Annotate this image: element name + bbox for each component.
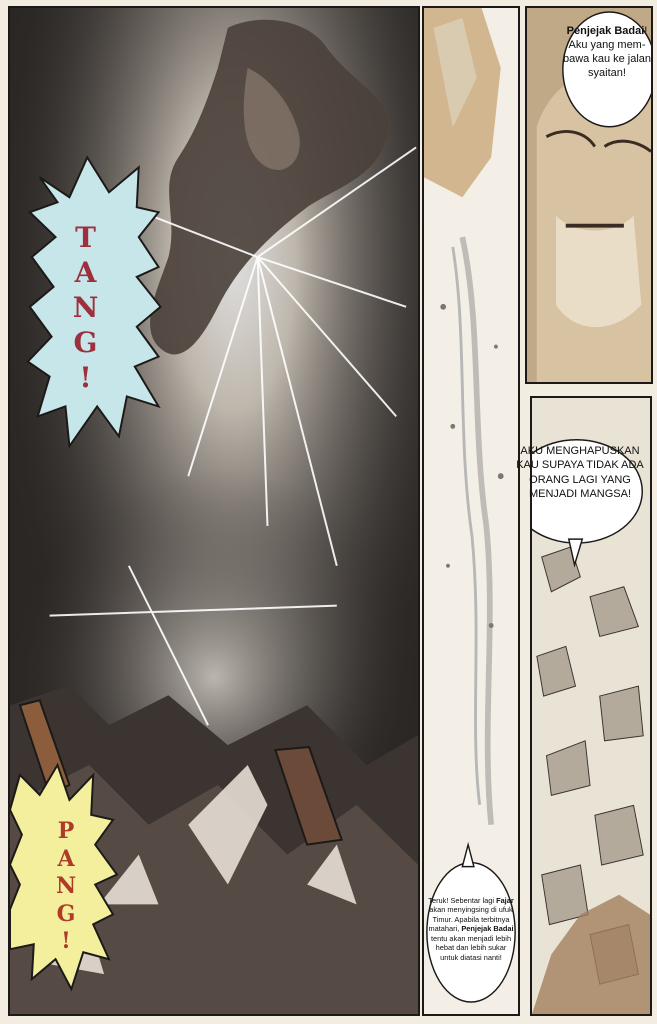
narration-bold-2: Penjejak Badai — [461, 924, 514, 934]
balloon-face-text: ! Aku yang mem-bawa kau ke jalan syaitan! — [562, 25, 652, 80]
panel-narrow-beam — [422, 6, 520, 1016]
narration-bold-1: Fajar — [496, 896, 514, 905]
speech-balloon-rocks — [512, 444, 648, 501]
sfx-pang-letter: ! — [61, 928, 71, 954]
sfx-pang-letter: P — [57, 818, 75, 844]
panel-main-battle — [8, 6, 420, 1016]
beam-illustration — [424, 8, 518, 1014]
speech-balloon-face — [562, 24, 652, 80]
sfx-tang-letter: G — [73, 326, 99, 359]
balloon-face-bold: Penjejak Badai — [566, 25, 645, 37]
sfx-tang-letter: N — [72, 291, 100, 324]
sfx-pang — [34, 818, 98, 956]
sfx-tang-letter: T — [75, 221, 97, 254]
balloon-rocks-text: AKU MENGHAPUSKAN KAU SUPAYA TIDAK ADA ORANG LAGI YANG MENJADI MANGSA! — [516, 445, 644, 500]
narration-text-1: Teruk! Sebentar lagi — [428, 896, 497, 905]
sfx-tang-letter: A — [74, 256, 98, 289]
sfx-tang-letter: ! — [79, 361, 93, 394]
sfx-pang-letter: G — [56, 900, 76, 927]
sfx-pang-letter: N — [55, 873, 77, 899]
narration-balloon — [428, 896, 514, 962]
sfx-pang-letter: A — [57, 845, 75, 872]
narration-text-2: akan menyingsing di ufuk Timur. Apabila terbitnya matahari, — [428, 905, 513, 934]
sfx-tang — [48, 220, 124, 395]
narration-text-3: tentu akan menjadi lebih hebat dan lebih sukar untuk diatasi nanti! — [430, 933, 512, 962]
